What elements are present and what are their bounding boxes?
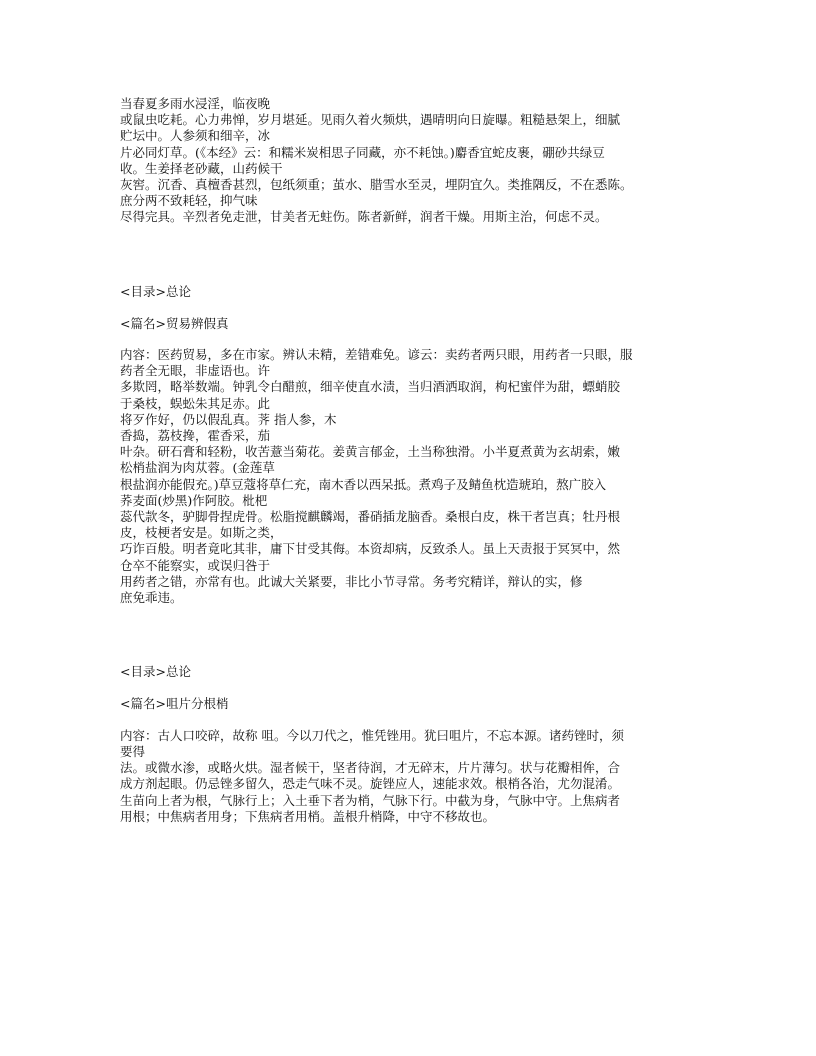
text-line: 要得	[120, 743, 146, 759]
text-line: 内容：古人口咬碎，故称 咀。今以刀代之，惟凭锉用。犹曰咀片，不忘本源。诸药锉时，须	[120, 727, 624, 743]
text-line: 用药者之错，亦常有也。此诚大关紧要，非比小节寻常。务考究精详，辩认的实，修	[120, 573, 583, 589]
text-line: 尽得完具。辛烈者免走泄，甘美者无蛀伤。陈者新鲜，润者干燥。用斯主治，何虑不灵。	[120, 209, 608, 225]
text-line: 蕊代款冬，驴脚骨捏虎骨。松脂搅麒麟竭，番硝插龙脑香。桑根白皮，株干者岂真；牡丹根	[120, 509, 621, 525]
catalog-heading: <目录>总论	[120, 664, 191, 680]
document-page	[120, 96, 700, 825]
text-line: 收。生姜择老砂藏，山药候干	[120, 160, 283, 176]
text-line: 仓卒不能察实，或误归咎于	[120, 557, 271, 573]
text-line: 药者全无眼，非虚语也。许	[120, 363, 271, 379]
text-line: 庶免乖违。	[120, 590, 183, 606]
text-line: 成方剂起眼。仍忌锉多留久，恐走气味不灵。旋锉应人，速能求效。根梢各治，尤勿混淆。	[120, 776, 621, 792]
text-line: 生苗向上者为根，气脉行上；入土垂下者为梢，气脉下行。中截为身，气脉中守。上焦病者	[120, 792, 621, 808]
text-line: 灰窖。沉香、真檀香甚烈，包纸须重；茧水、腊雪水至灵，埋阴宜久。类推隅反，不在悉陈。	[120, 177, 633, 193]
section-body	[120, 728, 700, 825]
text-line: 庶分两不致耗轻，抑气味	[120, 193, 258, 209]
chapter-title: <篇名>贸易辨假真	[120, 315, 229, 331]
text-line: 片必同灯草。(《本经》云：和糯米炭相思子同藏，亦不耗蚀。)麝香宜蛇皮裹，硼砂共绿豆	[120, 144, 605, 160]
text-line: 将歹作好，仍以假乱真。荠 指人参，木	[120, 411, 337, 427]
text-line: 荞麦面(炒黑)作阿胶。枇杷	[120, 492, 268, 508]
text-line: 用根；中焦病者用身；下焦病者用梢。盖根升梢降，中守不移故也。	[120, 808, 496, 824]
text-line: 根盐润亦能假充。)草豆蔻将草仁充，南木香以西呆抵。煮鸡子及鲭鱼枕造琥珀，熬广胶入	[120, 476, 607, 492]
text-line: 法。或微水渗，或略火烘。湿者候干，坚者待润，才无碎末，片片薄匀。状与花瓣相侔，合	[120, 760, 621, 776]
chapter-title: <篇名>咀片分根梢	[120, 696, 229, 712]
text-line: 皮，枝梗者安是。如斯之类，	[120, 525, 283, 541]
text-line: 香捣，荔枝搀，霍香采，茄	[120, 428, 271, 444]
section-body	[120, 347, 700, 606]
text-line: 巧诈百般。明者竟叱其非，庸下甘受其侮。本资却病，反致杀人。虽上天责报于冥冥中，然	[120, 541, 621, 557]
catalog-heading: <目录>总论	[120, 283, 191, 299]
text-line: 松梢盐润为肉苁蓉。(金莲草	[120, 460, 275, 476]
text-line: 贮坛中。人参须和细辛，冰	[120, 128, 271, 144]
text-line: 叶杂。研石膏和轻粉，收苦薏当菊花。姜黄言郁金，土当称独滑。小半夏煮黄为玄胡索，嫩	[120, 444, 621, 460]
text-line: 多欺罔，略举数端。钟乳令白醋煎，细辛使直水渍，当归酒洒取润，枸杞蜜伴为甜，螵蛸胶	[120, 379, 621, 395]
text-line: 或鼠虫吃耗。心力弗惮，岁月堪延。见雨久着火频烘，遇晴明向日旋曝。粗糙悬架上，细腻	[120, 112, 621, 128]
text-line: 内容：医药贸易，多在市家。辨认未精，差错难免。谚云：卖药者两只眼，用药者一只眼，服	[120, 347, 633, 363]
intro-paragraph	[120, 96, 700, 226]
text-line: 当春夏多雨水浸淫，临夜晚	[120, 96, 271, 111]
text-line: 于桑枝，蜈蚣朱其足赤。此	[120, 395, 271, 411]
